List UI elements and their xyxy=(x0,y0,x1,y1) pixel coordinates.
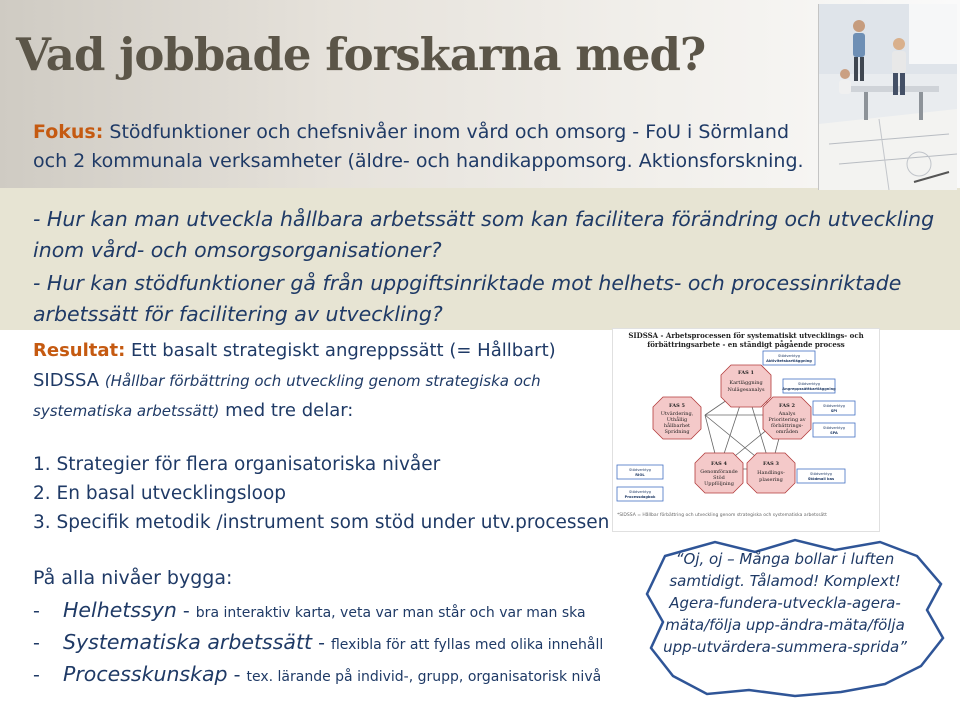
tool-label: Stödmall bas xyxy=(807,477,835,481)
bygga-dash: - xyxy=(33,632,40,654)
tool-label: SPA xyxy=(830,431,838,435)
phase-3-name: FAS 3 xyxy=(763,461,779,467)
step-item: 2. En basal utvecklingsloop xyxy=(33,483,287,504)
diagram-drawing xyxy=(613,329,879,531)
phase-5-line: Spridning xyxy=(664,429,690,435)
phase-5-name: FAS 5 xyxy=(669,403,685,409)
tool-label: Angreppssättkartläggning xyxy=(782,387,836,391)
diagram-footer: *SIDSSA = Hållbar förbättring och utveckling genom strategiska och systematiska arbetssätt xyxy=(617,513,827,518)
phase-4-line: Uppföljning xyxy=(704,481,734,487)
bygga-item xyxy=(33,596,613,628)
phase-5-line: Utvärdering, xyxy=(660,411,694,417)
bygga-key: Processkunskap xyxy=(63,662,228,686)
fokus-paragraph xyxy=(33,118,813,176)
sidssa-name: SIDSSA xyxy=(33,370,105,391)
sidssa-line xyxy=(33,366,613,426)
research-question-1: - Hur kan man utveckla hållbara arbetssätt som kan facilitera förändring och utveckling inom vård- och omsorgsorganisationer? xyxy=(33,207,935,262)
sidssa-expansion: (Hållbar förbättring och utveckling genom strategiska och systematiska arbetssätt) xyxy=(33,372,541,420)
step-item: 1. Strategier för flera organisatoriska nivåer xyxy=(33,454,441,475)
resultat-line xyxy=(33,336,613,366)
bygga-sep: - xyxy=(227,664,247,686)
bygga-desc: bra interaktiv karta, veta var man står och var man ska xyxy=(195,605,586,621)
bygga-desc: tex. lärande på individ-, grupp, organisatorisk nivå xyxy=(246,669,602,685)
phase-3-line: plasering xyxy=(759,477,783,483)
resultat-paragraph xyxy=(33,336,613,426)
phase-1-name: FAS 1 xyxy=(738,370,754,376)
tool-label: RIOL xyxy=(635,473,645,477)
phase-4-line: Stöd xyxy=(713,475,725,481)
bygga-key: Helhetssyn xyxy=(63,598,177,622)
bygga-section xyxy=(33,564,613,692)
bygga-sep: - xyxy=(176,600,196,622)
phase-2-line: Analys xyxy=(778,411,796,417)
tool-title: Stödverktyg xyxy=(798,382,820,386)
resultat-label: Resultat: xyxy=(33,340,126,361)
bygga-dash: - xyxy=(33,600,40,622)
tool-title: Stödverktyg xyxy=(629,468,651,472)
bygga-dash: - xyxy=(33,664,40,686)
phase-2-line: Prioritering av xyxy=(768,417,806,423)
phase-3-line: Handlings- xyxy=(757,470,785,476)
step-item: 3. Specifik metodik /instrument som stöd under utv.processen xyxy=(33,512,610,533)
tool-title: Stödverktyg xyxy=(810,472,832,476)
phase-4-line: Genomförande xyxy=(700,469,738,475)
phase-1-line: Kartläggning xyxy=(729,380,763,386)
phase-5-line: Uthållig xyxy=(666,417,688,423)
bygga-item xyxy=(33,628,613,660)
office-photo xyxy=(818,4,957,190)
tool-title: Stödverktyg xyxy=(629,490,651,494)
office-photo-drawing xyxy=(819,4,957,190)
bygga-desc: flexibla för att fyllas med olika innehåll xyxy=(330,637,604,653)
bygga-key: Systematiska arbetssätt xyxy=(63,630,313,654)
phase-2-name: FAS 2 xyxy=(779,403,795,409)
tool-label: SPI xyxy=(830,409,838,413)
bygga-sep: - xyxy=(312,632,331,654)
tool-title: Stödverktyg xyxy=(823,404,845,408)
resultat-text: Ett basalt strategiskt angreppssätt (= Hållbart) xyxy=(125,340,556,361)
bygga-item xyxy=(33,660,613,692)
callout-text: “Oj, oj – Många bollar i luften samtidigt. Tålamod! Komplext! Agera-fundera-utveckla-agera-mäta/följa upp-ändra-mäta/följa upp-utvärdera-summera-sprida” xyxy=(663,550,907,656)
steps-list xyxy=(33,450,633,537)
fokus-text: Stödfunktioner och chefsnivåer inom vård och omsorg - FoU i Sörmland och 2 kommunala verksamheter (äldre- och handikappomsorg. Aktionsforskning. xyxy=(33,121,804,172)
phase-2-line: områden xyxy=(775,429,799,435)
sidssa-suffix: med tre delar: xyxy=(219,400,354,421)
diagram-title: SIDSSA - Arbetsprocessen för systematiskt utvecklings- och förbättringsarbete - en ständigt pågående process xyxy=(628,331,864,349)
tool-title: Stödverktyg xyxy=(823,426,845,430)
tool-label: Aktivitetskartläggning xyxy=(766,359,812,363)
phase-1-line: Nulägesanalys xyxy=(727,387,765,393)
tool-title: Stödverktyg xyxy=(778,354,800,358)
tool-label: Processdagbok xyxy=(624,495,656,499)
phase-4-name: FAS 4 xyxy=(711,461,727,467)
slide-title: Vad jobbade forskarna med? xyxy=(16,28,706,81)
sidssa-diagram xyxy=(612,328,880,532)
fokus-label: Fokus: xyxy=(33,121,104,143)
research-question-2: - Hur kan stödfunktioner gå från uppgiftsinriktade mot helhets- och processinriktade arbetssätt för facilitering av utveckling? xyxy=(33,271,902,326)
bygga-heading: På alla nivåer bygga: xyxy=(33,567,233,589)
phase-5-line: hållbarhet xyxy=(663,423,691,429)
phase-2-line: förbättrings- xyxy=(770,423,804,429)
